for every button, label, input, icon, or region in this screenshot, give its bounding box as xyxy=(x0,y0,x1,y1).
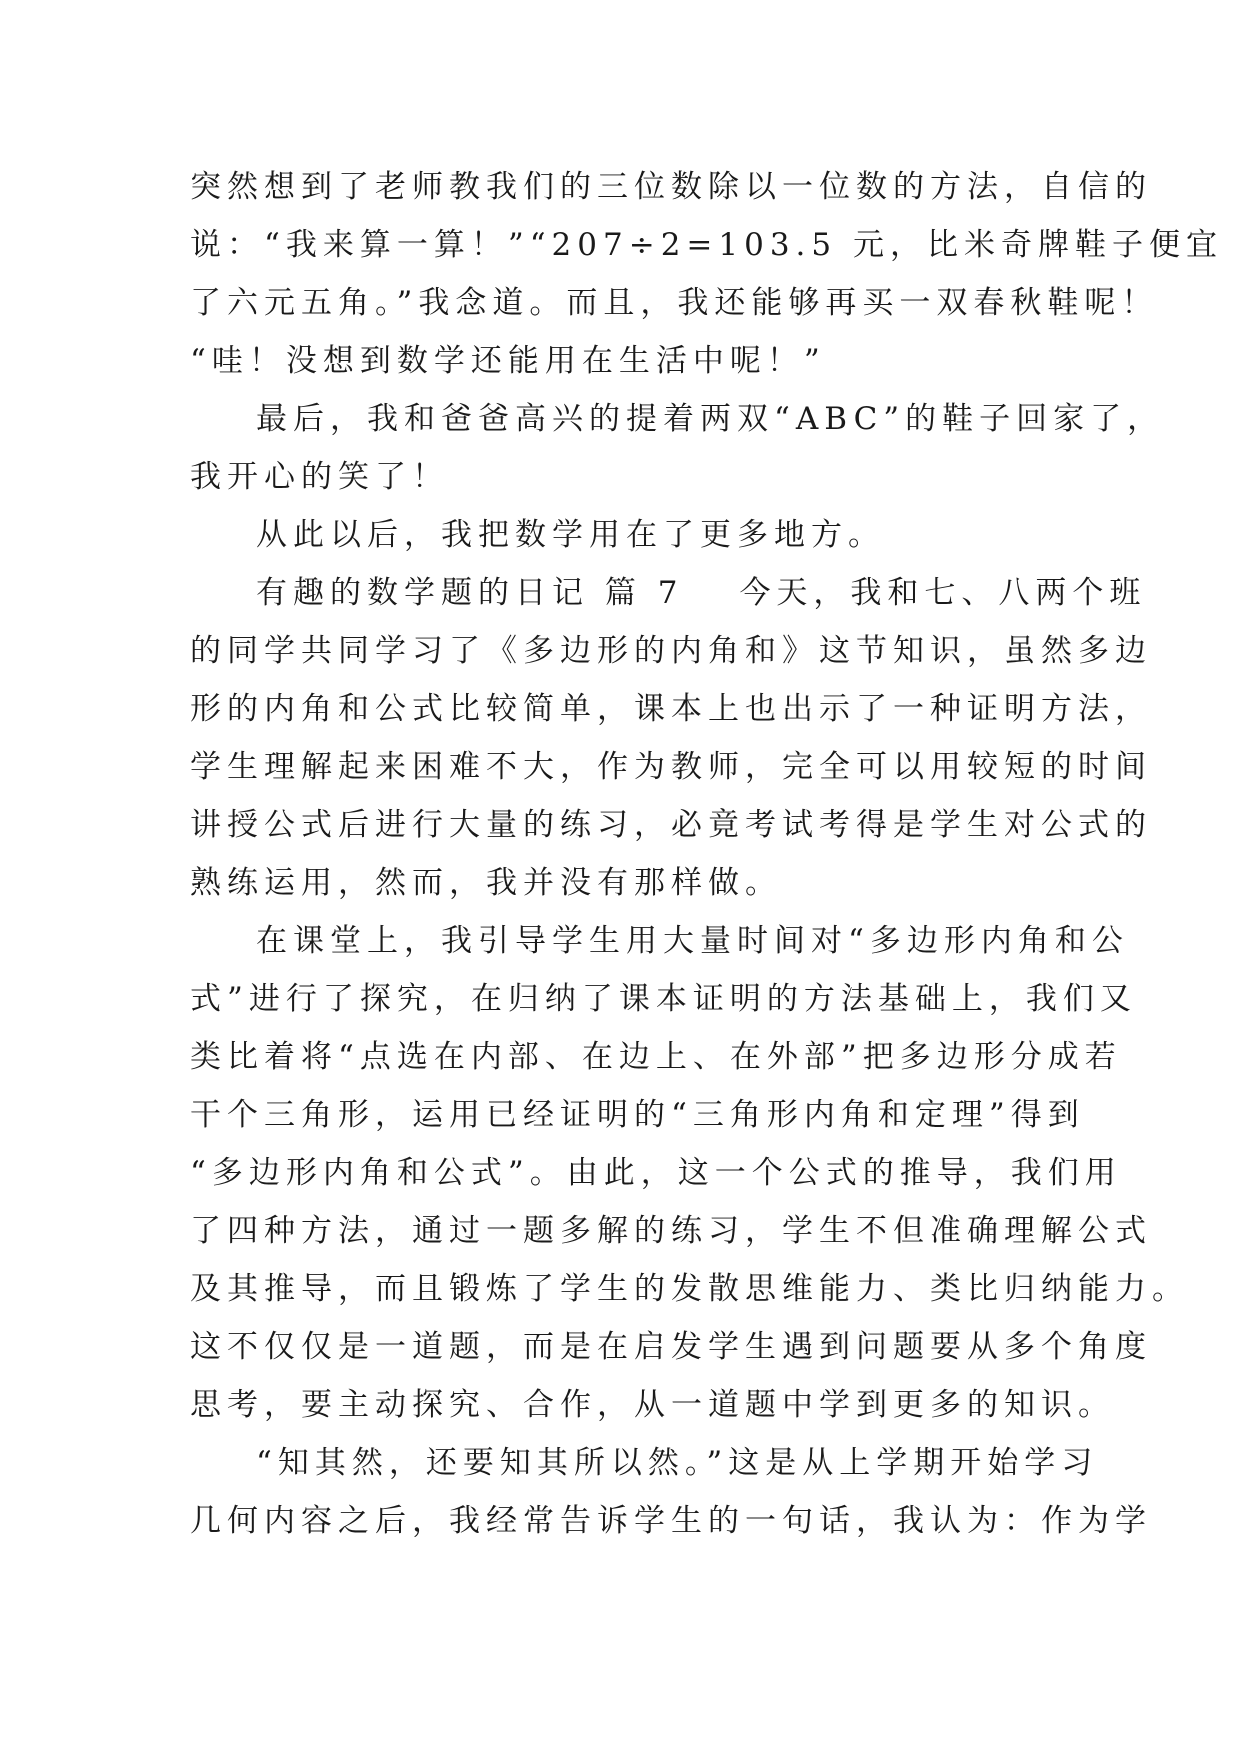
body-text xyxy=(190,158,1223,1550)
text-line: “哇！没想到数学还能用在生活中呢！” xyxy=(190,343,826,379)
text-line: 熟练运用，然而，我并没有那样做。 xyxy=(190,865,782,901)
text-line: 几何内容之后，我经常告诉学生的一句话，我认为：作为学 xyxy=(190,1503,1152,1539)
section-first-sentence: 今天，我和七、八两个班 xyxy=(739,575,1147,611)
text-line: 我开心的笑了！ xyxy=(190,459,449,495)
text-line: 式”进行了探究，在归纳了课本证明的方法基础上，我们又 xyxy=(190,981,1137,1017)
text-line: 说：“我来算一算！”“207÷2=103.5 元，比米奇牌鞋子便宜 xyxy=(190,227,1223,263)
text-line: 了六元五角。”我念道。而且，我还能够再买一双春秋鞋呢！ xyxy=(190,285,1159,321)
paragraph-start-line: 最后，我和爸爸高兴的提着两双“ABC”的鞋子回家了， xyxy=(256,401,1165,437)
paragraph-start-line: “知其然，还要知其所以然。”这是从上学期开始学习 xyxy=(256,1445,1099,1481)
text-line: 及其推导，而且锻炼了学生的发散思维能力、类比归纳能力。 xyxy=(190,1271,1189,1307)
section-heading: 有趣的数学题的日记 篇 7 xyxy=(256,575,684,611)
text-line: 讲授公式后进行大量的练习，必竟考试考得是学生对公式的 xyxy=(190,807,1152,843)
text-line: 了四种方法，通过一题多解的练习，学生不但准确理解公式 xyxy=(190,1213,1152,1249)
text-line: 类比着将“点选在内部、在边上、在外部”把多边形分成若 xyxy=(190,1039,1122,1075)
paragraph-start-line: 从此以后，我把数学用在了更多地方。 xyxy=(256,517,885,553)
section-heading-line xyxy=(190,564,1147,622)
text-line: 这不仅仅是一道题，而是在启发学生遇到问题要从多个角度 xyxy=(190,1329,1152,1365)
text-line: 形的内角和公式比较简单，课本上也出示了一种证明方法， xyxy=(190,691,1152,727)
paragraph-start-line: 在课堂上，我引导学生用大量时间对“多边形内角和公 xyxy=(256,923,1129,959)
text-line: 突然想到了老师教我们的三位数除以一位数的方法，自信的 xyxy=(190,169,1152,205)
text-line: 干个三角形，运用已经证明的“三角形内角和定理”得到 xyxy=(190,1097,1085,1133)
text-line: 思考，要主动探究、合作，从一道题中学到更多的知识。 xyxy=(190,1387,1115,1423)
text-line: 的同学共同学习了《多边形的内角和》这节知识，虽然多边 xyxy=(190,633,1152,669)
text-line: 学生理解起来困难不大，作为教师，完全可以用较短的时间 xyxy=(190,749,1152,785)
text-line: “多边形内角和公式”。由此，这一个公式的推导，我们用 xyxy=(190,1155,1122,1191)
